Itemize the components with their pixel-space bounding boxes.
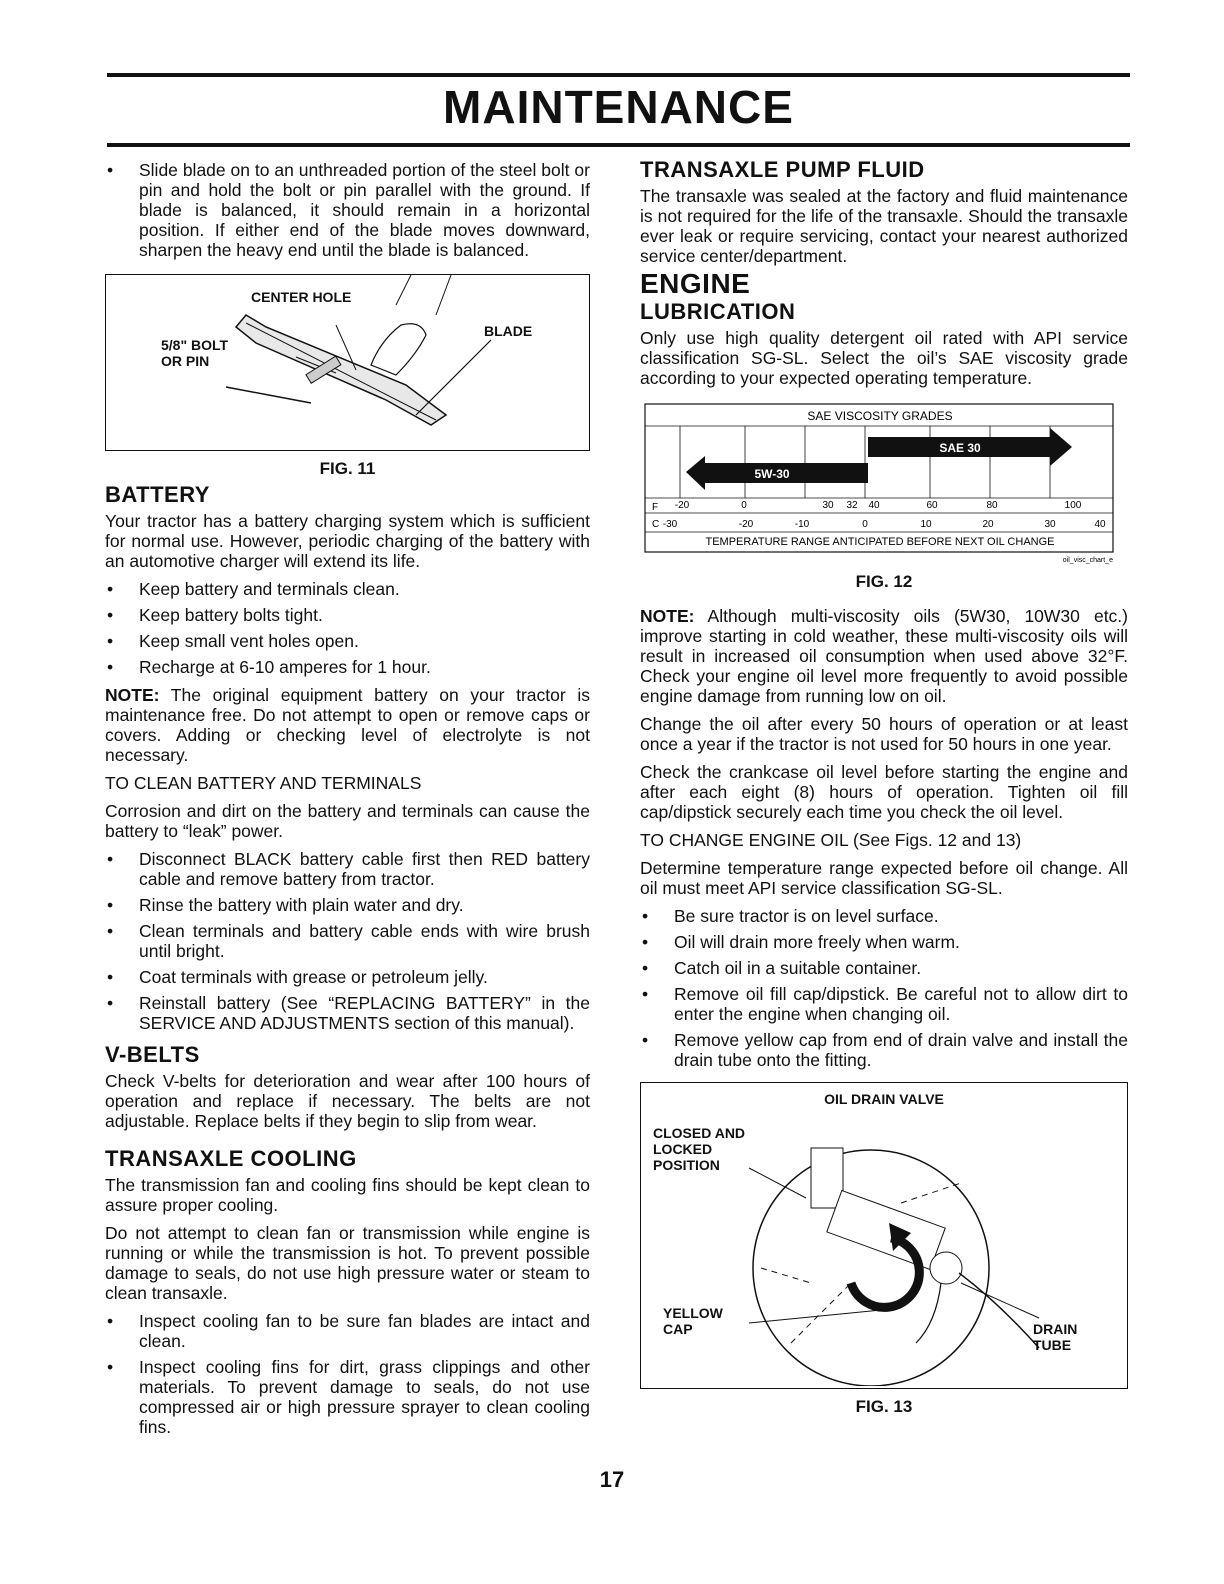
vbelts-text: Check V-belts for deterioration and wear after 100 hours of operation and replace if necessary. The belts are not adjustable. Replace belts if they begin to slip from wear. bbox=[105, 1071, 590, 1131]
c-tick: -10 bbox=[794, 519, 810, 530]
viscosity-chart bbox=[640, 402, 1128, 570]
f-tick: 40 bbox=[868, 500, 880, 511]
bolt-label-line2: OR PIN bbox=[161, 353, 210, 369]
viscosity-footer: TEMPERATURE RANGE ANTICIPATED BEFORE NEXT OIL CHANGE bbox=[705, 536, 1055, 548]
c-tick: 20 bbox=[982, 519, 994, 530]
left-column bbox=[105, 160, 590, 1445]
list-item: • Keep battery and terminals clean. bbox=[105, 579, 590, 599]
list-item: • Inspect cooling fan to be sure fan blades are intact and clean. bbox=[105, 1311, 590, 1351]
drain-tube-label bbox=[1033, 1321, 1077, 1353]
fig12-figure bbox=[640, 402, 1128, 572]
lubrication-heading: LUBRICATION bbox=[640, 299, 796, 324]
list-item: • Oil will drain more freely when warm. bbox=[640, 932, 1128, 952]
fig11-caption: FIG. 11 bbox=[319, 459, 376, 478]
fig13-figure bbox=[640, 1082, 1128, 1389]
c-tick: 0 bbox=[862, 519, 868, 530]
f-tick: 60 bbox=[926, 500, 938, 511]
list-item: • Keep battery bolts tight. bbox=[105, 605, 590, 625]
fig12-caption: FIG. 12 bbox=[855, 572, 913, 591]
list-item: • Coat terminals with grease or petroleum jelly. bbox=[105, 967, 590, 987]
f-axis-label: F bbox=[652, 502, 659, 513]
c-tick: 10 bbox=[920, 519, 932, 530]
chart-code: oil_visc_chart_e bbox=[1062, 557, 1113, 564]
fig11-figure bbox=[105, 274, 590, 451]
lubrication-text: Only use high quality detergent oil rated with API service classification SG-SL. Select the oil’s SAE viscosity grade according to your expected operating temperature. bbox=[640, 328, 1128, 388]
closed-line2: LOCKED bbox=[653, 1141, 713, 1157]
c-tick: 30 bbox=[1044, 519, 1056, 530]
closed-line3: POSITION bbox=[653, 1157, 720, 1173]
cooling-heading: TRANSAXLE COOLING bbox=[105, 1146, 357, 1171]
c-tick: -30 bbox=[662, 519, 678, 530]
change-oil-list bbox=[640, 906, 1128, 1070]
yellow-line2: CAP bbox=[663, 1321, 693, 1337]
f-tick: -20 bbox=[674, 500, 690, 511]
clean-list bbox=[105, 849, 590, 1033]
f-tick: 32 bbox=[846, 500, 858, 511]
list-item: • Reinstall battery (See “REPLACING BATTERY” in the SERVICE AND ADJUSTMENTS section of this manual). bbox=[105, 993, 590, 1033]
pump-text: The transaxle was sealed at the factory and fluid maintenance is not required for the life of the transaxle. Should the transaxle ever leak or require servicing, contact your nearest authorized service center/department. bbox=[640, 186, 1128, 266]
check-paragraph: Check the crankcase oil level before starting the engine and after each eight (8) hours of operation. Tighten oil fill cap/dipstick securely each time you check the oil level. bbox=[640, 762, 1128, 822]
battery-note bbox=[105, 685, 590, 765]
center-hole-label: CENTER HOLE bbox=[251, 289, 352, 305]
engine-note bbox=[640, 606, 1128, 706]
c-axis-label: C bbox=[652, 519, 660, 530]
f-tick: 0 bbox=[741, 500, 747, 511]
f-tick: 100 bbox=[1064, 500, 1082, 511]
pump-heading: TRANSAXLE PUMP FLUID bbox=[640, 157, 925, 182]
list-item: • Inspect cooling fins for dirt, grass clippings and other materials. To prevent damage to seals, do not use compressed air or high pressure sprayer to clean cooling fins. bbox=[105, 1357, 590, 1437]
note-text: Although multi-viscosity oils (5W30, 10W30 etc.) improve starting in cold weather, these multi-viscosity oils will result in increased oil consumption when used above 32°F. Check your engine oil level more frequently to avoid possible engine damage from running low on oil. bbox=[640, 606, 1128, 706]
drain-line1: DRAIN bbox=[1033, 1321, 1078, 1337]
viscosity-title: SAE VISCOSITY GRADES bbox=[807, 409, 953, 423]
f-tick: 30 bbox=[822, 500, 834, 511]
change-oil-heading: TO CHANGE ENGINE OIL (See Figs. 12 and 13) bbox=[640, 830, 1022, 850]
determine-paragraph: Determine temperature range expected before oil change. All oil must meet API service classification SG-SL. bbox=[640, 858, 1128, 898]
bolt-label-line1: 5/8" BOLT bbox=[161, 337, 229, 353]
list-item: • Remove yellow cap from end of drain valve and install the drain tube onto the fitting. bbox=[640, 1030, 1128, 1070]
list-item: • Disconnect BLACK battery cable first then RED battery cable and remove battery from tractor. bbox=[105, 849, 590, 889]
c-tick: 40 bbox=[1094, 519, 1106, 530]
cooling-list bbox=[105, 1311, 590, 1437]
title-underline bbox=[107, 143, 1130, 147]
page-title: MAINTENANCE bbox=[443, 81, 794, 133]
note-label: NOTE: bbox=[640, 606, 695, 626]
engine-heading: ENGINE bbox=[640, 268, 751, 299]
drain-line2: TUBE bbox=[1033, 1337, 1072, 1353]
clean-intro: Corrosion and dirt on the battery and terminals can cause the battery to “leak” power. bbox=[105, 801, 590, 841]
sae30-label: SAE 30 bbox=[939, 441, 981, 455]
closed-locked-label bbox=[653, 1125, 745, 1173]
5w30-label: 5W-30 bbox=[754, 467, 790, 481]
note-label: NOTE: bbox=[105, 685, 160, 705]
page-number: 17 bbox=[599, 1467, 625, 1492]
list-item: • Be sure tractor is on level surface. bbox=[640, 906, 1128, 926]
right-column bbox=[640, 157, 1128, 1427]
list-item: • Recharge at 6-10 amperes for 1 hour. bbox=[105, 657, 590, 677]
closed-line1: CLOSED AND bbox=[653, 1125, 746, 1141]
change-paragraph: Change the oil after every 50 hours of operation or at least once a year if the tractor is not used for 50 hours in one year. bbox=[640, 714, 1128, 754]
list-item: • Catch oil in a suitable container. bbox=[640, 958, 1128, 978]
list-item: • Remove oil fill cap/dipstick. Be careful not to allow dirt to enter the engine when changing oil. bbox=[640, 984, 1128, 1024]
yellow-cap-label bbox=[663, 1305, 723, 1337]
c-tick: -20 bbox=[738, 519, 754, 530]
vbelts-heading: V-BELTS bbox=[105, 1042, 200, 1067]
fig13-caption: FIG. 13 bbox=[855, 1397, 913, 1416]
battery-heading: BATTERY bbox=[105, 482, 210, 507]
oil-drain-valve-label: OIL DRAIN VALVE bbox=[824, 1091, 944, 1107]
bolt-label bbox=[161, 337, 228, 369]
yellow-line1: YELLOW bbox=[663, 1305, 723, 1321]
battery-intro: Your tractor has a battery charging system which is sufficient for normal use. However, periodic charging of the battery with an automotive charger will extend its life. bbox=[105, 511, 590, 571]
list-item: • Rinse the battery with plain water and dry. bbox=[105, 895, 590, 915]
list-item: • Slide blade on to an unthreaded portion of the steel bolt or pin and hold the bolt or pin parallel with the ground. If blade is balanced, it should remain in a horizontal position. If either end of the blade moves downward, sharpen the heavy end until the blade is balanced. bbox=[105, 160, 590, 260]
list-item: • Clean terminals and battery cable ends with wire brush until bright. bbox=[105, 921, 590, 961]
list-item: • Keep small vent holes open. bbox=[105, 631, 590, 651]
battery-list bbox=[105, 579, 590, 677]
cooling-p2: Do not attempt to clean fan or transmission while engine is running or while the transmission is hot. To prevent possible damage to seals, do not use high pressure water or steam to clean transaxle. bbox=[105, 1223, 590, 1303]
intro-list bbox=[105, 160, 590, 260]
top-rule bbox=[107, 73, 1130, 77]
f-tick: 80 bbox=[986, 500, 998, 511]
cooling-p1: The transmission fan and cooling fins should be kept clean to assure proper cooling. bbox=[105, 1175, 590, 1215]
note-text: The original equipment battery on your tractor is maintenance free. Do not attempt to open or remove caps or covers. Adding or checking level of electrolyte is not necessary. bbox=[105, 685, 590, 765]
blade-label: BLADE bbox=[484, 323, 533, 339]
clean-heading: TO CLEAN BATTERY AND TERMINALS bbox=[105, 773, 422, 793]
